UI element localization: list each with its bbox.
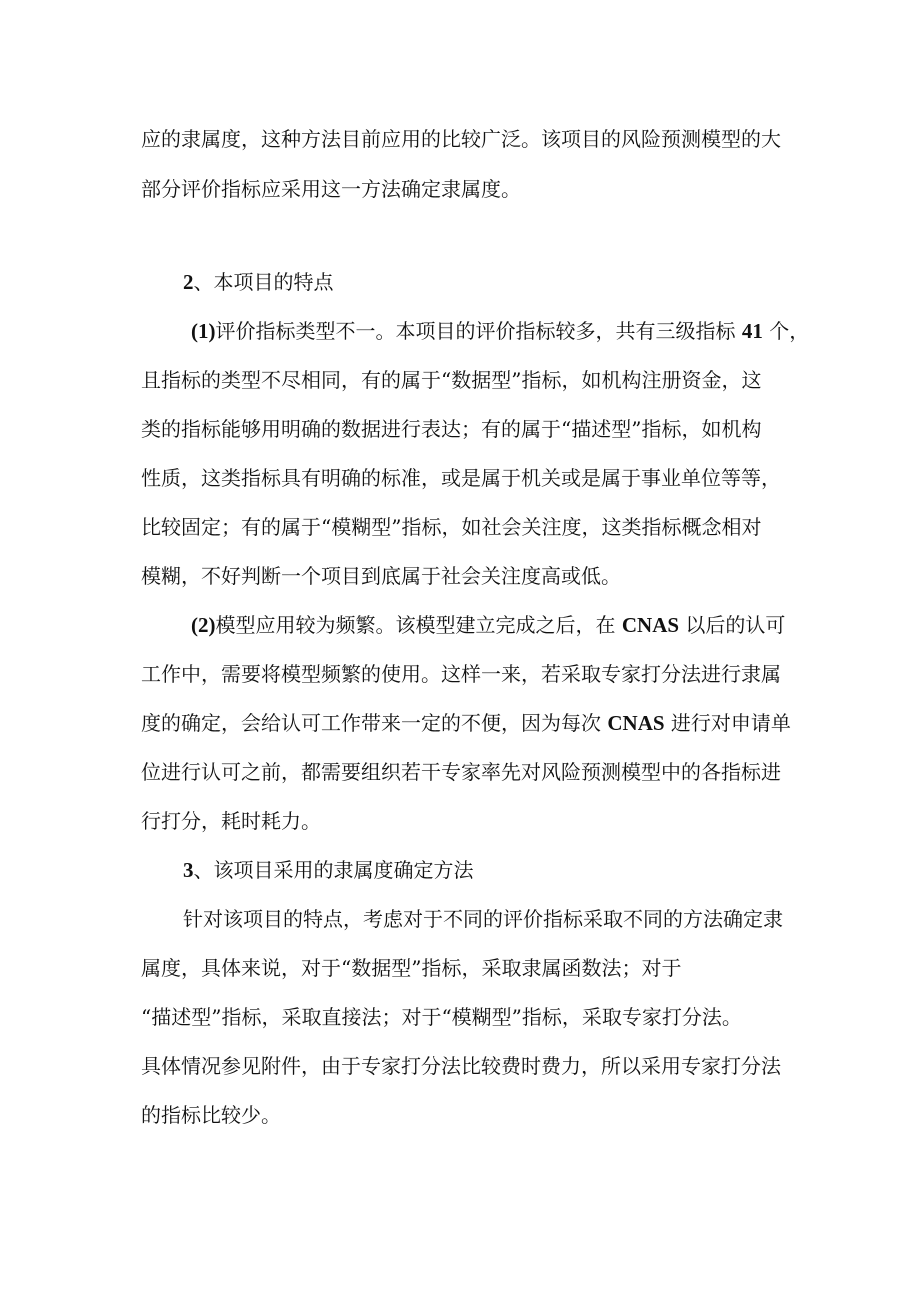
paragraph-line [141,564,621,588]
section-heading [183,270,334,294]
paragraph-line [183,907,783,931]
acronym-run: CNAS [607,711,665,735]
text-run: 模型应用较为频繁。该模型建立完成之后，在 [215,613,622,637]
paragraph-line [141,956,681,980]
text-run: 度的确定，会给认可工作带来一定的不便，因为每次 [141,711,608,735]
text-run: 类的指标能够用明确的数据进行表达；有的属于“描述型”指标，如机构 [141,417,762,441]
section-title: 、该项目采用的隶属度确定方法 [193,858,474,882]
text-run: 且指标的类型不尽相同，有的属于“数据型”指标，如机构注册资金，这 [141,368,762,392]
paragraph-line [141,662,781,686]
paragraph-line [141,177,521,201]
text-run: 模糊，不好判断一个项目到底属于社会关注度高或低。 [141,564,621,588]
text-run: 性质，这类指标具有明确的标准，或是属于机关或是属于事业单位等等， [141,466,781,490]
text-run: 位进行认可之前，都需要组织若干专家率先对风险预测模型中的各指标进 [141,760,781,784]
paragraph-line [141,809,321,833]
text-run: 比较固定；有的属于“模糊型”指标，如社会关注度，这类指标概念相对 [141,515,762,539]
paragraph-line [141,466,781,490]
paragraph-line [141,760,781,784]
paragraph-line [141,711,791,735]
section-heading [183,858,474,882]
text-run: 评价指标类型不一。本项目的评价指标较多，共有三级指标 [215,319,742,343]
paragraph-line [141,368,761,392]
paragraph-line [191,319,809,343]
acronym-run: CNAS [621,613,680,637]
text-run: 工作中，需要将模型频繁的使用。这样一来，若采取专家打分法进行隶属 [141,662,781,686]
text-run: 针对该项目的特点，考虑对于不同的评价指标采取不同的方法确定隶 [183,907,783,931]
section-title: 、本项目的特点 [193,270,334,294]
section-number: 3 [183,858,194,882]
paragraph-line [141,127,781,151]
text-run: 应的隶属度，这种方法目前应用的比较广泛。该项目的风险预测模型的大 [141,127,781,151]
number-run: 41 [741,319,763,343]
section-number: 2 [183,270,194,294]
text-run: 属度，具体来说，对于“数据型”指标，采取隶属函数法；对于 [141,956,682,980]
text-run: 具体情况参见附件，由于专家打分法比较费时费力，所以采用专家打分法 [141,1054,781,1078]
paragraph-line [141,1005,742,1029]
text-run: 部分评价指标应采用这一方法确定隶属度。 [141,177,521,201]
paragraph-line [141,417,761,441]
paragraph-line [141,1054,781,1078]
text-run: 以后的认可 [679,613,786,637]
paragraph-line [191,613,785,637]
text-run: 行打分，耗时耗力。 [141,809,321,833]
text-run: 个， [762,319,810,343]
text-run: 进行对申请单 [664,711,791,735]
list-marker: (2) [191,613,216,637]
list-marker: (1) [191,319,216,343]
text-run: “描述型”指标，采取直接法；对于“模糊型”指标，采取专家打分法。 [141,1005,742,1029]
paragraph-line [141,515,761,539]
text-run: 的指标比较少。 [141,1103,281,1127]
paragraph-line [141,1103,281,1127]
